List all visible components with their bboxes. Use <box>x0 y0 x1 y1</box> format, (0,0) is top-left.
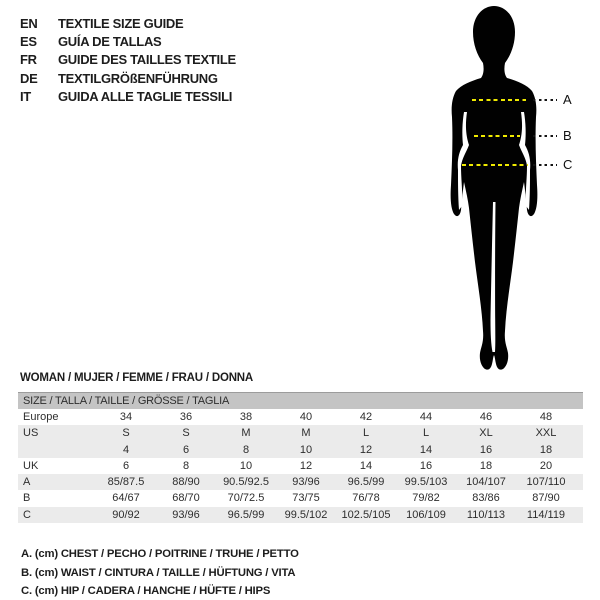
size-cell: 36 <box>179 411 193 423</box>
lang-code: DE <box>20 70 38 86</box>
row-label: Europe <box>23 411 59 423</box>
size-cell: 34 <box>119 411 133 423</box>
size-cell: 68/70 <box>172 492 200 505</box>
size-cell: 93/96 <box>156 507 216 523</box>
size-cell: 90.5/92.5 <box>216 474 276 490</box>
legend-line-waist: B. (cm) WAIST / CINTURA / TAILLE / HÜFTUNG / VITA <box>21 566 296 579</box>
size-cell: 12 <box>299 459 313 472</box>
size-cell: 20 <box>539 459 553 472</box>
lang-row-fr <box>20 51 236 69</box>
size-cell: 93/96 <box>276 474 336 490</box>
size-cell: 48 <box>539 411 553 423</box>
chest-dash-line <box>472 99 526 101</box>
filler-cell <box>576 409 583 425</box>
filler-cell <box>576 458 583 474</box>
chest-leader-line <box>533 99 557 101</box>
size-cell: 12 <box>336 442 396 458</box>
table-header: SIZE / TALLA / TAILLE / GRÖSSE / TAGLIA <box>18 393 583 410</box>
size-cell: 38 <box>239 411 253 423</box>
size-cell: 73/75 <box>292 492 320 505</box>
legend-line-hip: C. (cm) HIP / CADERA / HANCHE / HÜFTE / HIPS <box>21 585 271 598</box>
size-cell: 114/119 <box>516 507 576 523</box>
table-row-us-numeric <box>18 442 583 458</box>
filler-cell <box>576 507 583 523</box>
size-cell: 96.5/99 <box>216 507 276 523</box>
size-cell: 107/110 <box>516 474 576 490</box>
language-guide-block <box>20 15 236 106</box>
size-cell: 76/78 <box>352 492 380 505</box>
lang-row-it <box>20 88 236 106</box>
row-label: B <box>23 492 31 505</box>
hip-dash-line <box>462 164 528 166</box>
row-label <box>18 442 96 458</box>
size-cell: 44 <box>419 411 433 423</box>
table-row-waist <box>18 490 583 506</box>
size-cell: 46 <box>479 411 493 423</box>
size-cell: 70/72.5 <box>227 492 265 505</box>
size-cell: 87/90 <box>532 492 560 505</box>
size-cell: L <box>396 425 456 441</box>
lang-row-de <box>20 70 236 88</box>
size-table <box>18 392 583 523</box>
lang-code: FR <box>20 52 37 68</box>
size-cell: M <box>216 425 276 441</box>
size-cell: S <box>156 425 216 441</box>
size-cell: XXL <box>516 425 576 441</box>
lang-label: GUÍA DE TALLAS <box>58 34 162 50</box>
filler-cell <box>576 442 583 458</box>
size-cell: 10 <box>276 442 336 458</box>
size-cell: XL <box>456 425 516 441</box>
size-cell: 88/90 <box>156 474 216 490</box>
lang-label: TEXTILE SIZE GUIDE <box>58 16 184 31</box>
size-cell: 96.5/99 <box>336 474 396 490</box>
table-row-hip <box>18 507 583 523</box>
size-cell: S <box>96 425 156 441</box>
size-cell: 85/87.5 <box>96 474 156 490</box>
table-row-uk <box>18 458 583 474</box>
filler-cell <box>576 474 583 490</box>
size-cell: 104/107 <box>456 474 516 490</box>
lang-row-en <box>20 15 236 33</box>
marker-b-label: B <box>563 128 572 143</box>
row-label: A <box>18 474 96 490</box>
measurement-figure <box>420 0 600 380</box>
hip-leader-line <box>533 164 557 166</box>
table-header-row <box>18 393 583 410</box>
lang-row-es <box>20 33 236 51</box>
marker-a-label: A <box>563 92 572 107</box>
lang-label: GUIDA ALLE TAGLIE TESSILI <box>58 88 233 104</box>
lang-code: IT <box>20 88 31 104</box>
filler-cell <box>576 490 583 506</box>
size-cell: 18 <box>479 459 493 472</box>
table-row-europe <box>18 409 583 425</box>
size-cell: 6 <box>156 442 216 458</box>
size-cell: 79/82 <box>412 492 440 505</box>
size-cell: 16 <box>419 459 433 472</box>
size-cell: 90/92 <box>96 507 156 523</box>
size-cell: 8 <box>216 442 276 458</box>
row-label: US <box>18 425 96 441</box>
size-cell: 99.5/103 <box>396 474 456 490</box>
measurement-legend <box>21 545 299 600</box>
size-cell: 83/86 <box>472 492 500 505</box>
size-cell: 8 <box>182 459 190 472</box>
legend-line-chest: A. (cm) CHEST / PECHO / POITRINE / TRUHE / PETTO <box>21 548 299 560</box>
lang-code: EN <box>20 16 38 31</box>
size-cell: 6 <box>122 459 130 472</box>
size-cell: L <box>336 425 396 441</box>
lang-label: TEXTILGRÖßENFÜHRUNG <box>58 70 218 86</box>
size-cell: 42 <box>359 411 373 423</box>
section-title: WOMAN / MUJER / FEMME / FRAU / DONNA <box>20 372 254 384</box>
lang-label: GUIDE DES TAILLES TEXTILE <box>58 52 236 68</box>
row-label: UK <box>23 459 39 472</box>
size-cell: 102.5/105 <box>336 507 396 523</box>
size-cell: 14 <box>396 442 456 458</box>
waist-leader-line <box>533 135 557 137</box>
size-cell: 16 <box>456 442 516 458</box>
size-cell: 99.5/102 <box>276 507 336 523</box>
size-cell: 4 <box>96 442 156 458</box>
size-cell: 10 <box>239 459 253 472</box>
size-cell: 18 <box>516 442 576 458</box>
size-cell: 110/113 <box>456 507 516 523</box>
woman-silhouette-icon <box>420 0 600 380</box>
lang-code: ES <box>20 34 37 50</box>
size-cell: 106/109 <box>396 507 456 523</box>
size-cell: 40 <box>299 411 313 423</box>
table-row-us <box>18 425 583 441</box>
row-label: C <box>18 507 96 523</box>
size-cell: M <box>276 425 336 441</box>
size-cell: 14 <box>359 459 373 472</box>
table-row-chest <box>18 474 583 490</box>
filler-cell <box>576 425 583 441</box>
marker-c-label: C <box>563 157 573 172</box>
waist-dash-line <box>474 135 520 137</box>
size-cell: 64/67 <box>112 492 140 505</box>
